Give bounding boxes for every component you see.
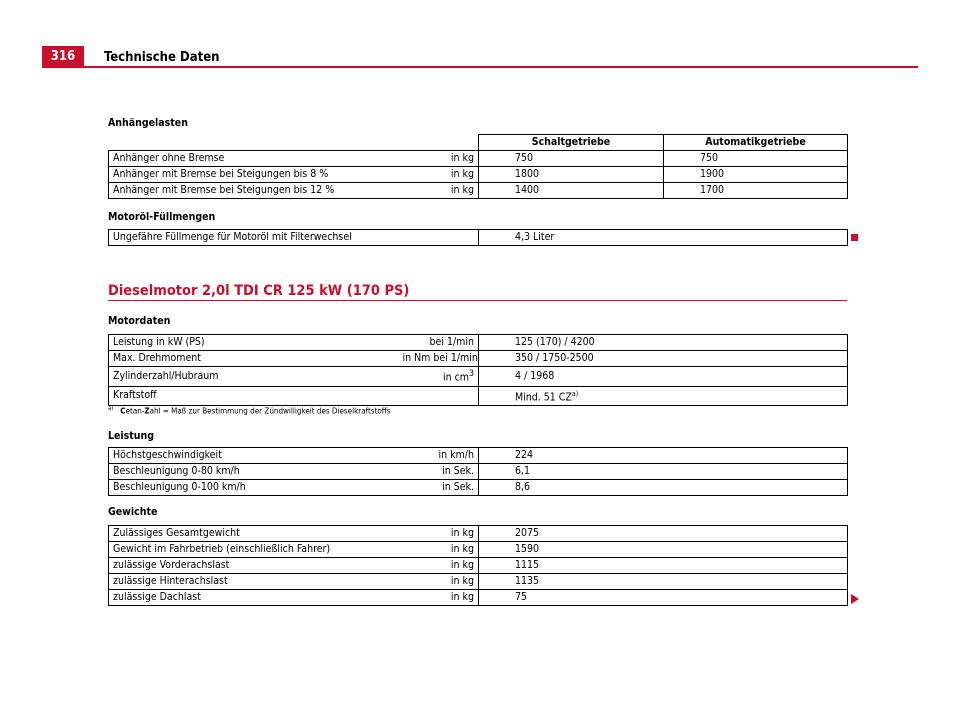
table-row (109, 335, 848, 351)
section-title: Dieselmotor 2,0l TDI CR 125 kW (170 PS) (108, 283, 410, 299)
page-title: Technische Daten (104, 50, 220, 65)
table-header-row (109, 135, 848, 151)
row-unit: bei 1/min (399, 335, 479, 351)
table-row (109, 526, 848, 542)
row-unit (399, 386, 479, 406)
auto-value: 750 (664, 151, 848, 167)
header-empty-cell (109, 135, 479, 151)
row-unit: in kg (399, 151, 479, 167)
row-label: Kraftstoff (109, 386, 399, 406)
table-row (109, 574, 848, 590)
table-row (109, 230, 848, 246)
row-unit: in km/h (399, 448, 479, 464)
row-label: zulässige Hinterachslast (109, 574, 399, 590)
trailer-heading: Anhängelasten (108, 117, 188, 129)
table-row (109, 542, 848, 558)
table-row (109, 480, 848, 496)
row-label: Ungefähre Füllmenge für Motoröl mit Filterwechsel (109, 230, 479, 246)
row-value: 8,6 (479, 480, 848, 496)
column-header: Automatikgetriebe (664, 135, 848, 151)
row-label: Anhänger mit Bremse bei Steigungen bis 12 % (109, 183, 399, 199)
table-row (109, 386, 848, 406)
table-row (109, 151, 848, 167)
row-value: 75 (479, 590, 848, 606)
table-row (109, 448, 848, 464)
row-label: Leistung in kW (PS) (109, 335, 399, 351)
manual-value: 1400 (479, 183, 664, 199)
row-value (479, 386, 848, 406)
table-row (109, 558, 848, 574)
row-label: Zulässiges Gesamtgewicht (109, 526, 399, 542)
row-label: Max. Drehmoment (109, 351, 399, 367)
section-rule (108, 300, 847, 301)
row-value: 4,3 Liter (479, 230, 848, 246)
footnote-text: etan- (125, 406, 145, 416)
footnote-marker: a) (108, 405, 114, 412)
header-rule (42, 66, 918, 68)
row-label: Gewicht im Fahrbetrieb (einschließlich Fahrer) (109, 542, 399, 558)
table-row (109, 351, 848, 367)
row-label: zulässige Dachlast (109, 590, 399, 606)
table-row (109, 590, 848, 606)
row-unit: in kg (399, 590, 479, 606)
performance-table (108, 447, 848, 496)
performance-heading: Leistung (108, 430, 155, 442)
trailer-table (108, 134, 848, 199)
row-unit: in Nm bei 1/min (399, 351, 479, 367)
weights-table (108, 525, 848, 606)
manual-value: 1800 (479, 167, 664, 183)
engine-table (108, 334, 848, 406)
row-value: 6,1 (479, 464, 848, 480)
footnote-c: C (120, 406, 126, 416)
row-value: 4 / 1968 (479, 367, 848, 387)
row-unit: in kg (399, 526, 479, 542)
auto-value: 1700 (664, 183, 848, 199)
row-label: Beschleunigung 0-100 km/h (109, 480, 399, 496)
row-value: 224 (479, 448, 848, 464)
section-end-marker (851, 234, 858, 241)
oil-heading: Motoröl-Füllmengen (108, 211, 216, 223)
manual-value: 750 (479, 151, 664, 167)
auto-value: 1900 (664, 167, 848, 183)
row-value: 125 (170) / 4200 (479, 335, 848, 351)
row-value: 2075 (479, 526, 848, 542)
row-label: Beschleunigung 0-80 km/h (109, 464, 399, 480)
row-unit: in kg (399, 167, 479, 183)
row-unit: in kg (399, 558, 479, 574)
row-unit: in Sek. (399, 480, 479, 496)
row-unit: in kg (399, 574, 479, 590)
table-row (109, 367, 848, 387)
row-unit (399, 367, 479, 387)
footnote-text: ahl = Maß zur Bestimmung der Zündwilligkeit des Dieselkraftstoffs (149, 406, 391, 416)
row-value: 350 / 1750-2500 (479, 351, 848, 367)
footnote-z: Z (144, 406, 150, 416)
footnote-ref: a) (571, 389, 579, 398)
row-value: 1135 (479, 574, 848, 590)
continue-arrow-icon (851, 594, 859, 604)
row-label: zulässige Vorderachslast (109, 558, 399, 574)
row-unit: in Sek. (399, 464, 479, 480)
row-label: Höchstgeschwindigkeit (109, 448, 399, 464)
table-row (109, 183, 848, 199)
row-value: 1590 (479, 542, 848, 558)
row-value: 1115 (479, 558, 848, 574)
row-label: Anhänger mit Bremse bei Steigungen bis 8 % (109, 167, 399, 183)
footnote (108, 405, 391, 416)
row-label: Zylinderzahl/Hubraum (109, 367, 399, 387)
row-unit: in kg (399, 183, 479, 199)
value-text: Mind. 51 CZ (515, 391, 572, 403)
weights-heading: Gewichte (108, 506, 158, 518)
row-label: Anhänger ohne Bremse (109, 151, 399, 167)
table-row (109, 167, 848, 183)
page-number: 316 (42, 46, 84, 68)
unit-superscript: 3 (468, 369, 474, 379)
unit-text: in cm (442, 371, 469, 384)
table-row (109, 464, 848, 480)
row-unit: in kg (399, 542, 479, 558)
oil-table (108, 229, 848, 246)
column-header: Schaltgetriebe (479, 135, 664, 151)
engine-heading: Motordaten (108, 315, 171, 327)
